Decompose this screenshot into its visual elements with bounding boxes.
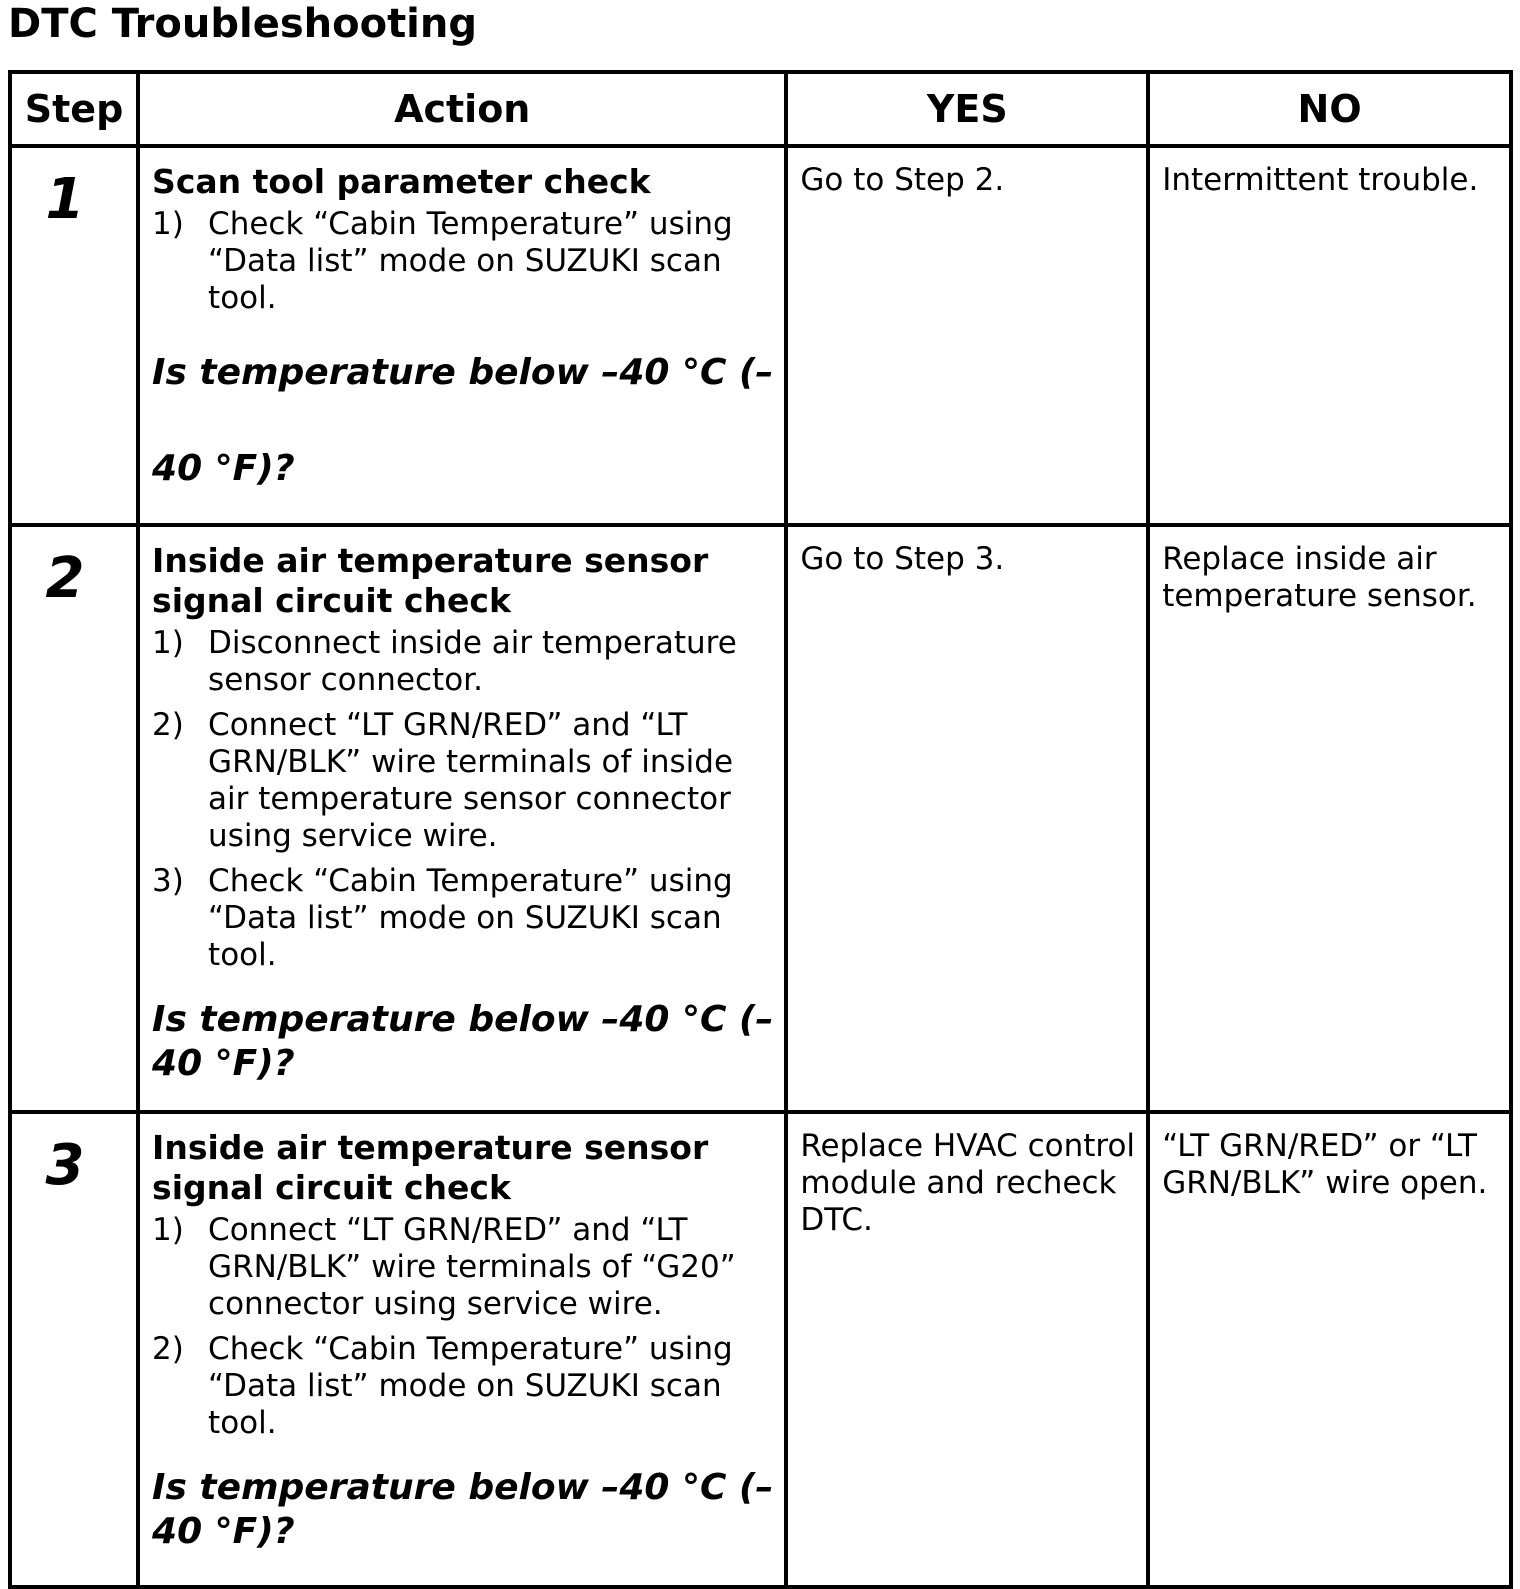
- header-yes: YES: [786, 72, 1148, 146]
- step-number: 1: [45, 167, 85, 232]
- action-step-text: Check “Cabin Temperature” using “Data list” mode on SUZUKI scan tool.: [208, 1331, 733, 1441]
- action-question: Is temperature below –40 °C (–40 °F)?: [152, 999, 774, 1084]
- yes-cell: Go to Step 3.: [786, 525, 1148, 1112]
- header-no: NO: [1148, 72, 1511, 146]
- no-cell: Intermittent trouble.: [1148, 146, 1511, 525]
- step-number: 2: [45, 546, 85, 611]
- table-header-row: [10, 72, 1511, 146]
- action-step-item: [152, 863, 776, 974]
- action-question: Is temperature below –40 °C (–40 °F)?: [152, 352, 774, 489]
- action-question: Is temperature below –40 °C (–40 °F)?: [152, 1467, 774, 1552]
- action-step-item: [152, 625, 776, 699]
- action-step-item: [152, 707, 776, 855]
- header-action: Action: [138, 72, 786, 146]
- troubleshooting-table: [8, 70, 1513, 1589]
- page-title: DTC Troubleshooting: [8, 1, 478, 47]
- action-heading: Inside air temperature sensor signal circuit check: [152, 541, 709, 620]
- step-cell: [10, 146, 138, 525]
- action-heading: Inside air temperature sensor signal circuit check: [152, 1128, 709, 1207]
- action-step-text: Check “Cabin Temperature” using “Data list” mode on SUZUKI scan tool.: [208, 206, 733, 316]
- action-cell: [138, 146, 786, 525]
- step-cell: [10, 1112, 138, 1587]
- action-step-number: 2): [152, 707, 184, 743]
- step-cell: [10, 525, 138, 1112]
- action-step-number: 1): [152, 625, 184, 661]
- action-heading: Scan tool parameter check: [152, 162, 651, 201]
- table-row: [10, 525, 1511, 1112]
- action-step-item: [152, 1212, 776, 1323]
- table-row: [10, 1112, 1511, 1587]
- no-cell: Replace inside air temperature sensor.: [1148, 525, 1511, 1112]
- action-step-number: 2): [152, 1331, 184, 1367]
- action-cell: [138, 525, 786, 1112]
- action-cell: [138, 1112, 786, 1587]
- action-step-item: [152, 1331, 776, 1442]
- action-steps: [152, 625, 776, 974]
- yes-cell: Go to Step 2.: [786, 146, 1148, 525]
- action-steps: [152, 206, 776, 317]
- yes-cell: Replace HVAC control module and recheck DTC.: [786, 1112, 1148, 1587]
- action-step-number: 1): [152, 1212, 184, 1248]
- action-step-text: Disconnect inside air temperature sensor connector.: [208, 625, 737, 698]
- step-number: 3: [45, 1133, 85, 1198]
- action-step-text: Check “Cabin Temperature” using “Data list” mode on SUZUKI scan tool.: [208, 863, 733, 973]
- action-steps: [152, 1212, 776, 1442]
- action-step-text: Connect “LT GRN/RED” and “LT GRN/BLK” wire terminals of “G20” connector using service wire.: [208, 1212, 736, 1322]
- no-cell: “LT GRN/RED” or “LT GRN/BLK” wire open.: [1148, 1112, 1511, 1587]
- action-step-number: 3): [152, 863, 184, 899]
- action-step-number: 1): [152, 206, 184, 242]
- table-row: [10, 146, 1511, 525]
- action-step-item: [152, 206, 776, 317]
- header-step: Step: [10, 72, 138, 146]
- action-step-text: Connect “LT GRN/RED” and “LT GRN/BLK” wire terminals of inside air temperature sensor connector using service wire.: [208, 707, 734, 854]
